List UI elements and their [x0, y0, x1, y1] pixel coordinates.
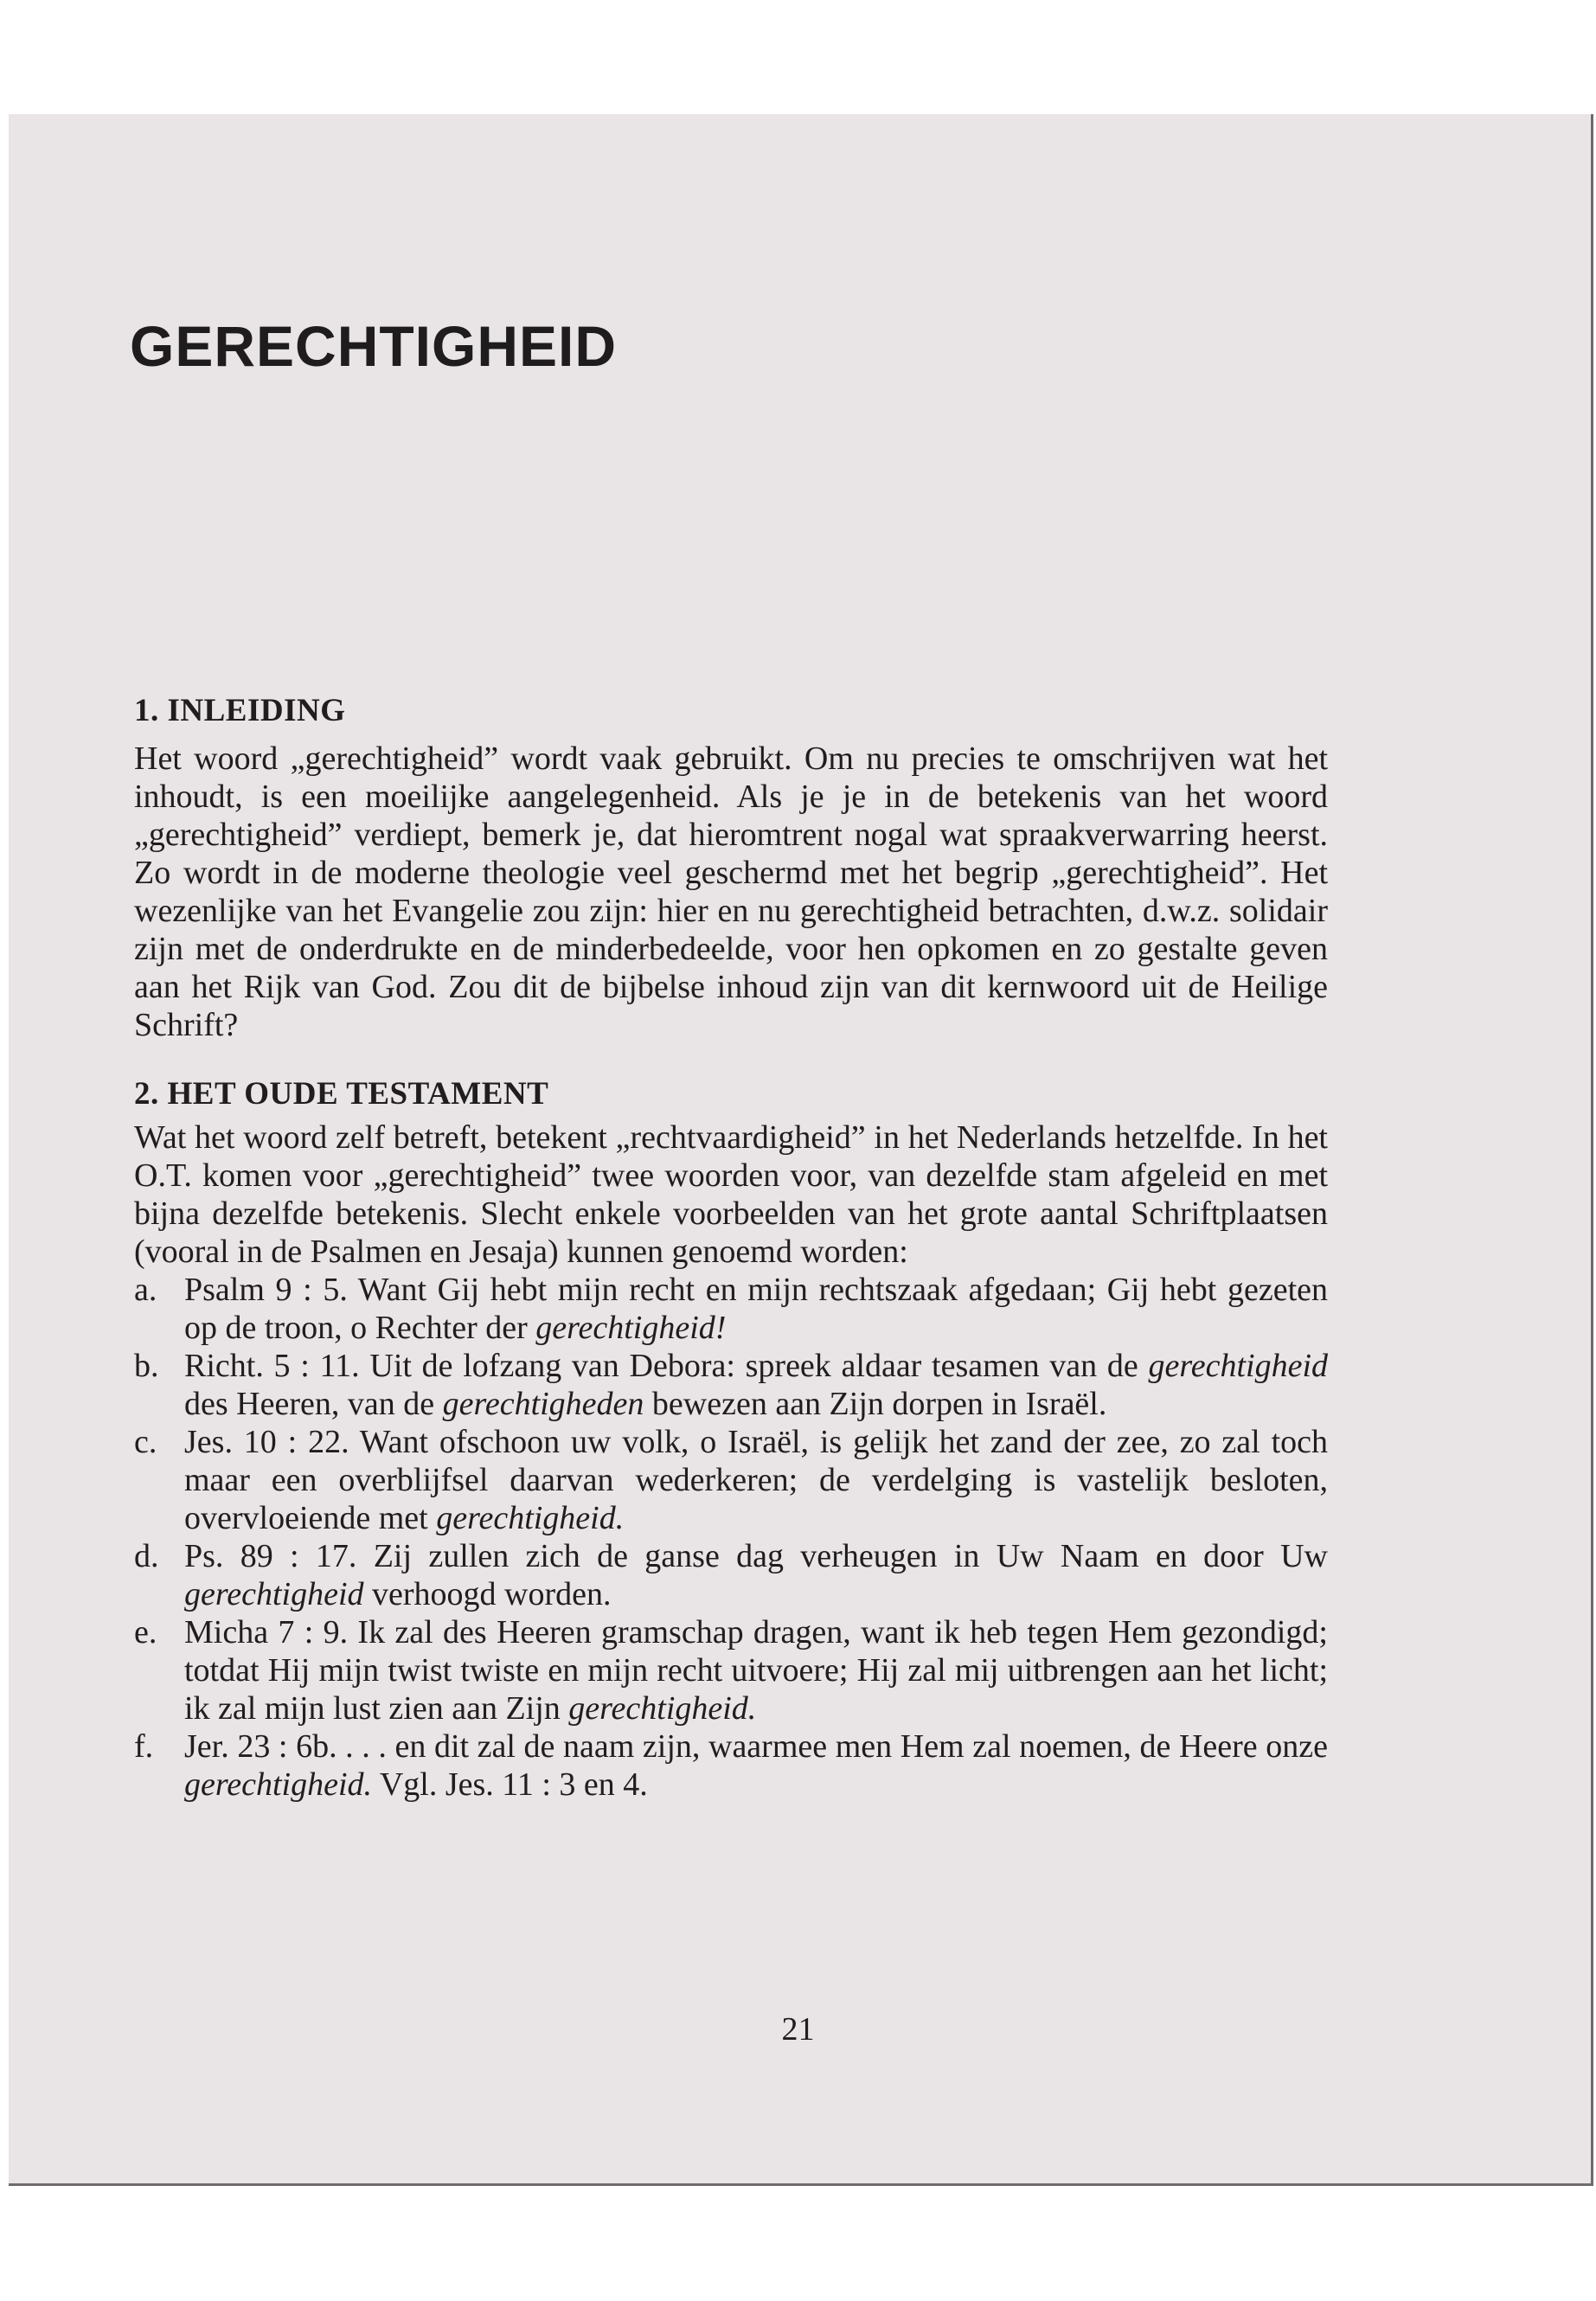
paragraph: Wat het woord zelf betreft, betekent „rechtvaardigheid” in het Nederlands hetzelfde. In het O.T. komen voor „gerechtigheid” twee woorden voor, van dezelfde stam afgeleid en met bijna dezelfde betekenis. Slecht enkele voorbeelden van het grote aantal Schriftplaatsen (vooral in de Psalmen en Jesaja) kunnen genoemd worden: — [134, 1119, 1328, 1270]
emphasis: gerechtigheid — [1148, 1348, 1328, 1384]
list-item — [134, 1423, 1328, 1537]
list-marker: c. — [134, 1424, 157, 1460]
emphasis: gerechtigheid. — [184, 1766, 373, 1803]
list-item — [134, 1727, 1328, 1804]
list-marker: a. — [134, 1272, 157, 1308]
item-text: Jer. 23 : 6b. . . . en dit zal de naam zijn, waarmee men Hem zal noemen, de Heere onze — [184, 1728, 1328, 1765]
emphasis: gerechtigheid — [184, 1576, 364, 1612]
item-text: Micha 7 : 9. Ik zal des Heeren gramschap dragen, want ik heb tegen Hem gezondigd; totdat Hij mijn twist twiste en mijn recht uitvoere; Hij zal mij uitbrengen aan het licht; ik zal mijn lust zien aan Zijn — [184, 1614, 1328, 1727]
page-title: GERECHTIGHEID — [130, 314, 618, 378]
list-marker: b. — [134, 1348, 159, 1384]
list-marker: e. — [134, 1614, 157, 1650]
section-heading: 2. HET OUDE TESTAMENT — [134, 1076, 549, 1112]
paragraph: Het woord „gerechtigheid” wordt vaak gebruikt. Om nu precies te omschrijven wat het inhoudt, is een moeilijke aangelegenheid. Als je je in de betekenis van het woord „gerechtigheid” verdiept, bemerk je, dat hieromtrent nogal wat spraakverwarring heerst. Zo wordt in de moderne theologie veel geschermd met het begrip „gerechtigheid”. Het wezenlijke van het Evangelie zou zijn: hier en nu gerechtigheid betrachten, d.w.z. solidair zijn met de onderdrukte en de minderbedeelde, voor hen opkomen en zo gestalte geven aan het Rijk van God. Zou dit de bijbelse inhoud zijn van dit kernwoord uit de Heilige Schrift? — [134, 740, 1328, 1043]
section-spacer — [134, 1044, 1328, 1075]
emphasis: gerechtigheid! — [535, 1310, 727, 1346]
emphasis: gerechtigheden — [442, 1386, 644, 1422]
list-item — [134, 1613, 1328, 1727]
scripture-list — [134, 1271, 1328, 1804]
list-item — [134, 1537, 1328, 1613]
item-text: verhoogd worden. — [363, 1576, 612, 1612]
list-item — [134, 1271, 1328, 1347]
emphasis: gerechtigheid. — [436, 1500, 625, 1536]
item-text: bewezen aan Zijn dorpen in Israël. — [644, 1386, 1107, 1422]
item-text: Psalm 9 : 5. Want Gij hebt mijn recht en mijn rechtszaak afgedaan; Gij hebt gezeten op de troon, o Rechter der — [184, 1272, 1328, 1346]
section-inleiding — [134, 692, 1328, 1044]
item-text: Vgl. Jes. 11 : 3 en 4. — [372, 1766, 648, 1803]
list-marker: d. — [134, 1538, 159, 1574]
section-heading: 1. INLEIDING — [134, 693, 346, 728]
emphasis: gerechtigheid. — [568, 1690, 757, 1727]
item-text: des Heeren, van de — [184, 1386, 443, 1422]
item-text: Jes. 10 : 22. Want ofschoon uw volk, o Israël, is gelijk het zand der zee, zo zal toch maar een overblijfsel daarvan wederkeren; de verdelging is vastelijk besloten, overvloeiende met — [184, 1424, 1328, 1536]
item-text: Ps. 89 : 17. Zij zullen zich de ganse dag verheugen in Uw Naam en door Uw — [184, 1538, 1328, 1574]
list-marker: f. — [134, 1728, 154, 1765]
page-content — [134, 692, 1328, 1804]
list-item — [134, 1347, 1328, 1423]
page-number: 21 — [781, 2011, 815, 2048]
section-oude-testament — [134, 1075, 1328, 1804]
item-text: Richt. 5 : 11. Uit de lofzang van Debora: spreek aldaar tesamen van de — [184, 1348, 1149, 1384]
